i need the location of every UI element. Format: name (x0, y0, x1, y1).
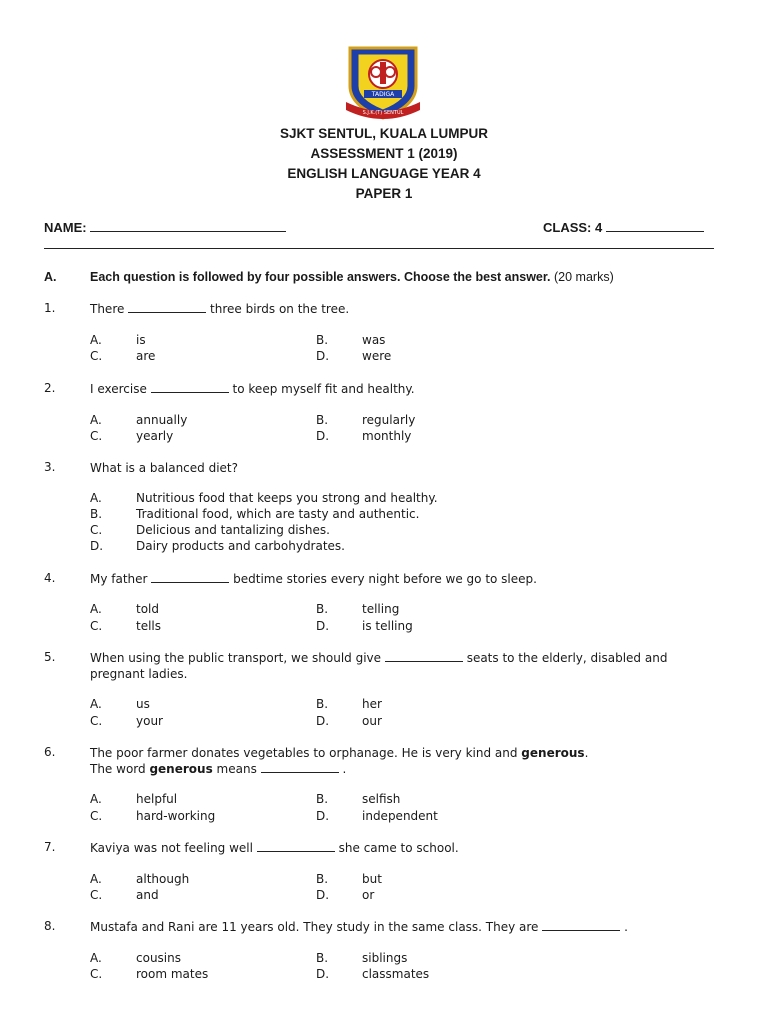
question-text (90, 301, 710, 317)
question-number: 6. (44, 745, 56, 759)
option-b[interactable]: but (362, 872, 382, 886)
option-letter: A. (90, 491, 102, 505)
text-mid: means (212, 762, 257, 776)
divider (44, 248, 714, 249)
option-letter: D. (316, 349, 330, 363)
option-letter: C. (90, 619, 103, 633)
option-letter: D. (316, 809, 330, 823)
question-text (90, 919, 710, 935)
school-title: SJKT SENTUL, KUALA LUMPUR (280, 126, 488, 141)
text-after: bedtime stories every night before we go to sleep. (233, 572, 537, 586)
answer-blank (151, 572, 229, 583)
text-before: The poor farmer donates vegetables to orphanage. He is very kind and (90, 746, 522, 760)
keyword: generous (149, 762, 213, 776)
option-a[interactable]: cousins (136, 951, 181, 965)
option-letter: B. (316, 872, 329, 886)
text-before: The word (90, 762, 150, 776)
option-c[interactable]: yearly (136, 429, 174, 443)
text-after: . (584, 746, 589, 760)
question-text: What is a balanced diet? (90, 461, 238, 475)
question-text (90, 381, 710, 397)
option-letter: B. (316, 697, 329, 711)
option-letter: A. (90, 872, 102, 886)
option-letter: D. (316, 619, 330, 633)
option-d[interactable]: classmates (362, 967, 430, 981)
option-letter: B. (316, 413, 329, 427)
question-text (90, 650, 710, 682)
question-number: 8. (44, 919, 56, 933)
option-d[interactable]: our (362, 714, 382, 728)
option-letter: B. (90, 507, 103, 521)
question-number: 2. (44, 381, 56, 395)
text-before: My father (90, 572, 148, 586)
option-b[interactable]: telling (362, 602, 400, 616)
option-letter: C. (90, 429, 103, 443)
crest-school-code: S.J.K.(T) SENTUL (362, 110, 404, 116)
option-letter: A. (90, 697, 102, 711)
option-a[interactable]: helpful (136, 792, 178, 806)
question-number: 7. (44, 840, 56, 854)
answer-blank (261, 762, 339, 773)
text-line2: pregnant ladies. (90, 667, 188, 681)
option-letter: C. (90, 714, 103, 728)
class-blank[interactable] (606, 221, 704, 232)
text-before: Kaviya was not feeling well (90, 841, 253, 855)
answer-blank (385, 651, 463, 662)
answer-blank (151, 382, 229, 393)
section-a-header (44, 270, 614, 284)
option-letter: C. (90, 809, 103, 823)
answer-blank (542, 920, 620, 931)
option-b[interactable]: siblings (362, 951, 408, 965)
section-letter: A. (44, 270, 57, 284)
section-instruction: Each question is followed by four possible answers. Choose the best answer. (90, 270, 551, 284)
text-after: seats to the elderly, disabled and (466, 651, 668, 665)
name-field[interactable] (44, 220, 286, 235)
option-letter: A. (90, 602, 102, 616)
text-before: There (90, 302, 125, 316)
option-letter: A. (90, 951, 102, 965)
option-d[interactable]: were (362, 349, 392, 363)
option-c[interactable]: tells (136, 619, 162, 633)
option-b[interactable]: Traditional food, which are tasty and authentic. (136, 507, 420, 521)
assessment-title: ASSESSMENT 1 (2019) (310, 146, 458, 161)
option-b[interactable]: selfish (362, 792, 401, 806)
class-field[interactable] (543, 220, 704, 235)
option-a[interactable]: Nutritious food that keeps you strong and healthy. (136, 491, 438, 505)
option-letter: B. (316, 602, 329, 616)
option-letter: B. (316, 333, 329, 347)
option-letter: B. (316, 792, 329, 806)
option-letter: A. (90, 792, 102, 806)
text-after: to keep myself fit and healthy. (232, 382, 415, 396)
question-text (90, 571, 710, 587)
question-number: 3. (44, 460, 56, 474)
option-letter: D. (316, 714, 330, 728)
text-after: . (342, 762, 347, 776)
option-a[interactable]: told (136, 602, 159, 616)
option-letter: C. (90, 967, 103, 981)
class-label: CLASS: 4 (543, 220, 603, 235)
answer-blank (257, 841, 335, 852)
question-number: 5. (44, 650, 56, 664)
option-d[interactable]: Dairy products and carbohydrates. (136, 539, 345, 553)
option-d[interactable]: is telling (362, 619, 413, 633)
option-letter: D. (316, 967, 330, 981)
question-text (90, 840, 710, 856)
text-after: she came to school. (338, 841, 459, 855)
option-c[interactable]: hard-working (136, 809, 216, 823)
keyword: generous (521, 746, 585, 760)
text-after: . (624, 920, 628, 934)
option-letter: C. (90, 523, 103, 537)
question-text (90, 745, 710, 777)
option-b[interactable]: regularly (362, 413, 416, 427)
option-b[interactable]: was (362, 333, 386, 347)
name-label: NAME: (44, 220, 87, 235)
school-crest-logo (340, 40, 426, 122)
option-b[interactable]: her (362, 697, 382, 711)
option-a[interactable]: annually (136, 413, 188, 427)
section-marks: (20 marks) (554, 270, 614, 284)
text-after: three birds on the tree. (210, 302, 350, 316)
text-before: Mustafa and Rani are 11 years old. They study in the same class. They are (90, 920, 539, 934)
option-letter: D. (316, 429, 330, 443)
name-blank[interactable] (90, 221, 286, 232)
option-letter: B. (316, 951, 329, 965)
option-a[interactable]: is (136, 333, 146, 347)
question-number: 4. (44, 571, 56, 585)
option-c[interactable]: are (136, 349, 156, 363)
option-a[interactable]: us (136, 697, 150, 711)
option-d[interactable]: independent (362, 809, 438, 823)
question-number: 1. (44, 301, 56, 315)
crest-motto: TADIGA (371, 91, 395, 98)
option-c[interactable]: and (136, 888, 159, 902)
option-d[interactable]: monthly (362, 429, 412, 443)
subject-title: ENGLISH LANGUAGE YEAR 4 (287, 166, 481, 181)
option-letter: D. (90, 539, 104, 553)
option-letter: D. (316, 888, 330, 902)
option-letter: A. (90, 333, 102, 347)
option-d[interactable]: or (362, 888, 375, 902)
paper-title: PAPER 1 (355, 186, 413, 201)
option-a[interactable]: although (136, 872, 190, 886)
option-c[interactable]: your (136, 714, 163, 728)
option-letter: C. (90, 349, 103, 363)
text-before: When using the public transport, we should give (90, 651, 382, 665)
text-before: I exercise (90, 382, 147, 396)
option-letter: A. (90, 413, 102, 427)
option-c[interactable]: Delicious and tantalizing dishes. (136, 523, 330, 537)
option-letter: C. (90, 888, 103, 902)
option-c[interactable]: room mates (136, 967, 209, 981)
answer-blank (128, 302, 206, 313)
